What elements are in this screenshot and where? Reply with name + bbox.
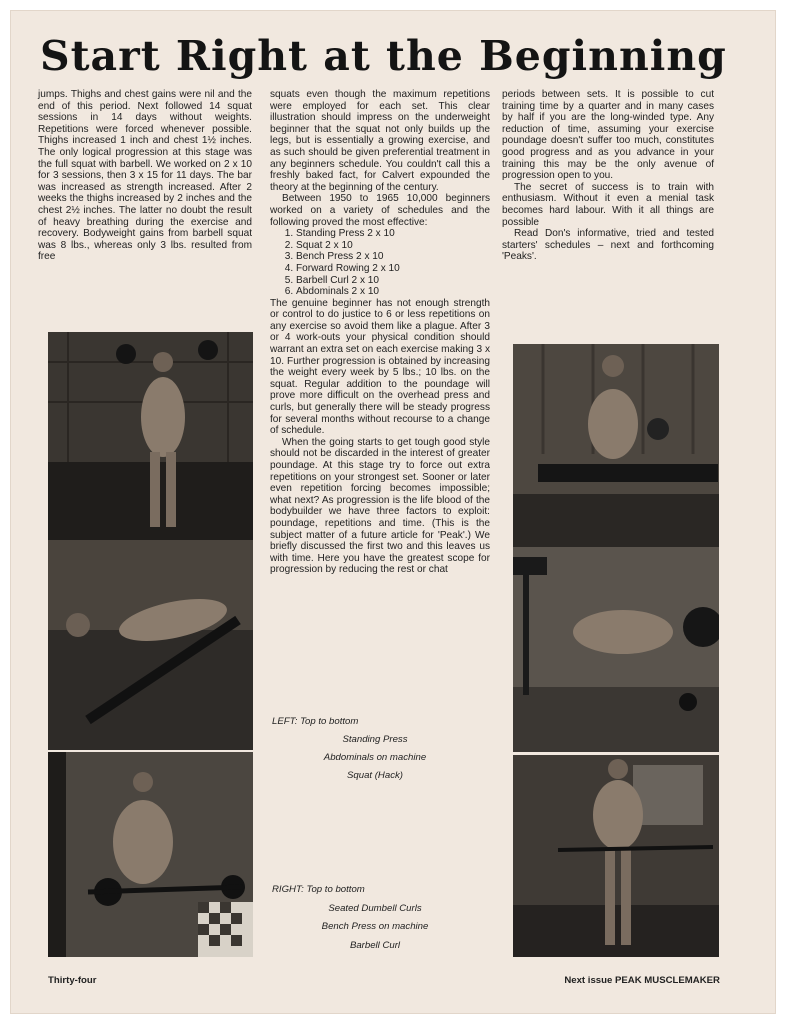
caption-item: Barbell Curl — [349, 940, 401, 951]
list-item: 4. Forward Rowing 2 x 10 — [296, 263, 490, 275]
caption-item: Abdominals on machine — [323, 752, 427, 763]
list-item: 5. Barbell Curl 2 x 10 — [296, 275, 490, 287]
paragraph: When the going starts to get tough good style should not be discarded in the interest of greater poundage. At this stage try to force out extra repetitions on your strongest set. Sooner or later even repetition forcing becomes impossible; what next? As progression is the life blood of the bodybuilder we have three factors to exploit: poundage, repetitions and time. (This is the subject matter of a future article for 'Peak'.) We briefly discussed the first two and this leaves us with time. Here you have the greatest scope for progression by reducing the rest or chat — [270, 436, 490, 576]
paragraph: jumps. Thighs and chest gains were nil and the end of this period. Next followed 14 squat sessions in 14 days without weights. Repetitions were forced whenever possible. Thighs increased 1 inch and chest 1½ inches. The only logical progression at this stage was the full squat with barbell. We worked on 2 x 10 for 3 sessions, then 3 x 15 for 11 days. The bar was increased as strength increased. After 2 weeks the thighs increased by 2 inches and the chest 2½ inches. The latter no doubt the result of heavy breathing during the exercise and recovery. Bodyweight gains from barbell squat was 8 lbs., whereas only 3 lbs. resulted from free — [38, 89, 252, 263]
text-column-2 — [270, 89, 490, 576]
left-captions-heading: LEFT: Top to bottom — [272, 716, 359, 727]
paragraph: squats even though the maximum repetitions were employed for each set. This clear illustration should impress on the underweight beginner that the squat not only builds up the legs, but is essentially a growing exercise, and as such should be given preferential treatment in any beginners schedule. You couldn't call this a freshly baked fact, for Calvert expounded the theory at the beginning of the century. — [270, 89, 490, 193]
caption-item: Standing Press — [342, 734, 408, 745]
photo-standing-press — [48, 332, 253, 540]
photo-abdominals-machine — [48, 540, 253, 750]
text-column-3 — [502, 89, 714, 263]
photo-seated-dumbell-curls — [513, 344, 719, 547]
list-item: 1. Standing Press 2 x 10 — [296, 228, 490, 240]
paragraph: The genuine beginner has not enough strength or control to do justice to 6 or less repetitions on any exercise so avoid them like a plague. After 3 or 4 work-outs your physical condition should warrant an extra set on each exercise making 3 x 10. Further progression is obtained by increasing the weight every week by 5 lbs.; 10 lbs. on the squat. Regular addition to the poundage will prove more difficult on the overhead press and curls, but generally there will be steady progress for several months without recourse to a change of schedule. — [270, 297, 490, 437]
page-number: Thirty-four — [48, 975, 97, 986]
caption-item: Squat (Hack) — [347, 770, 403, 781]
right-captions-heading: RIGHT: Top to bottom — [272, 884, 365, 895]
paragraph: Read Don's informative, tried and tested starters' schedules – next and forthcoming 'Peaks'. — [502, 228, 714, 263]
paragraph: Between 1950 to 1965 10,000 beginners worked on a variety of schedules and the following proved the most effective: — [270, 193, 490, 228]
text-column-1 — [38, 89, 252, 263]
caption-item: Seated Dumbell Curls — [328, 903, 422, 914]
list-item: 3. Bench Press 2 x 10 — [296, 251, 490, 263]
paragraph: The secret of success is to train with enthusiasm. Without it even a menial task becomes hard labour. With it all things are possible — [502, 181, 714, 228]
photo-hack-squat — [48, 752, 253, 957]
article-title: Start Right at the Beginning — [40, 32, 727, 80]
next-issue-note: Next issue PEAK MUSCLEMAKER — [564, 975, 720, 986]
list-item: 6. Abdominals 2 x 10 — [296, 286, 490, 298]
photo-bench-press-machine — [513, 547, 719, 752]
photo-barbell-curl — [513, 755, 719, 957]
list-item: 2. Squat 2 x 10 — [296, 240, 490, 252]
exercise-list — [270, 228, 490, 298]
caption-item: Bench Press on machine — [321, 921, 429, 932]
paragraph: periods between sets. It is possible to cut training time by a quarter and in many cases by half if you are the long-winded type. Any reduction of time, assuming your exercise poundage doesn't suffer too much, constitutes good progress and as you advance in your training this may be the only avenue of progression open to you. — [502, 89, 714, 182]
